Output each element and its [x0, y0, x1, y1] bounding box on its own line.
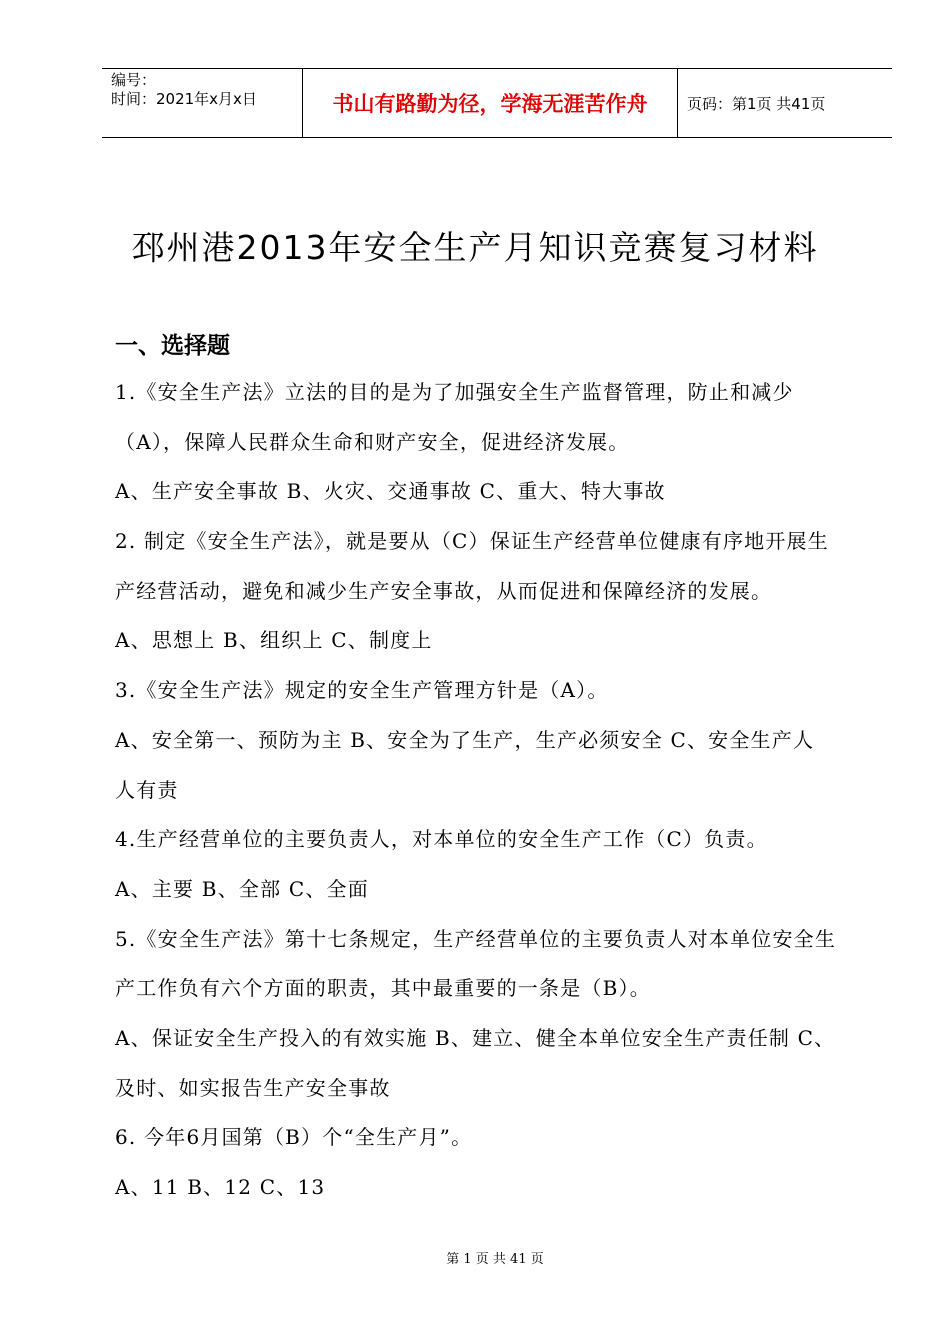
text-line: A、保证安全生产投入的有效实施 B、建立、健全本单位安全生产责任制 C、	[115, 1025, 836, 1050]
text-line: 5.《安全生产法》第十七条规定，生产经营单位的主要负责人对本单位安全生	[115, 926, 837, 951]
page-header	[102, 68, 892, 138]
number-label: 编号：	[111, 71, 157, 89]
text-line: 产经营活动，避免和减少生产安全事故，从而促进和保障经济的发展。	[115, 578, 773, 603]
text-line: A、思想上 B、组织上 C、制度上	[115, 628, 433, 653]
header-meta	[102, 69, 303, 137]
text-line: A、安全第一、预防为主 B、安全为了生产，生产必须安全 C、安全生产人	[115, 727, 815, 752]
text-line: 人有责	[115, 777, 179, 802]
text-line: A、11 B、12 C、13	[115, 1175, 326, 1199]
text-line: 产工作负有六个方面的职责，其中最重要的一条是（B）。	[115, 976, 651, 1001]
document-title: 邳州港2013年安全生产月知识竞赛复习材料	[131, 228, 819, 267]
text-line: 及时、如实报告生产安全事故	[115, 1075, 391, 1100]
text-line: A、生产安全事故 B、火灾、交通事故 C、重大、特大事故	[115, 479, 666, 504]
page-footer: 第 1 页 共 41 页	[446, 1252, 544, 1267]
header-motto: 书山有路勤为径，学海无涯苦作舟	[303, 69, 678, 137]
time-label: 时间：2021年x月x日	[111, 90, 257, 108]
document-body	[115, 368, 887, 1213]
text-line: 3.《安全生产法》规定的安全生产管理方针是（A）。	[115, 678, 609, 703]
text-line: 4.生产经营单位的主要负责人，对本单位的安全生产工作（C）负责。	[115, 827, 768, 852]
text-line: A、主要 B、全部 C、全面	[115, 876, 369, 901]
text-line: 2. 制定《安全生产法》，就是要从（C）保证生产经营单位健康有序地开展生	[115, 529, 829, 554]
text-line: （A），保障人民群众生命和财产安全，促进经济发展。	[115, 429, 630, 454]
text-line: 1.《安全生产法》立法的目的是为了加强安全生产监督管理，防止和减少	[115, 380, 794, 404]
text-line: 6. 今年6月国第（B）个“全生产月”。	[115, 1125, 473, 1150]
section-heading: 一、选择题	[115, 333, 230, 359]
header-page-info: 页码：第1页 共41页	[687, 94, 826, 113]
